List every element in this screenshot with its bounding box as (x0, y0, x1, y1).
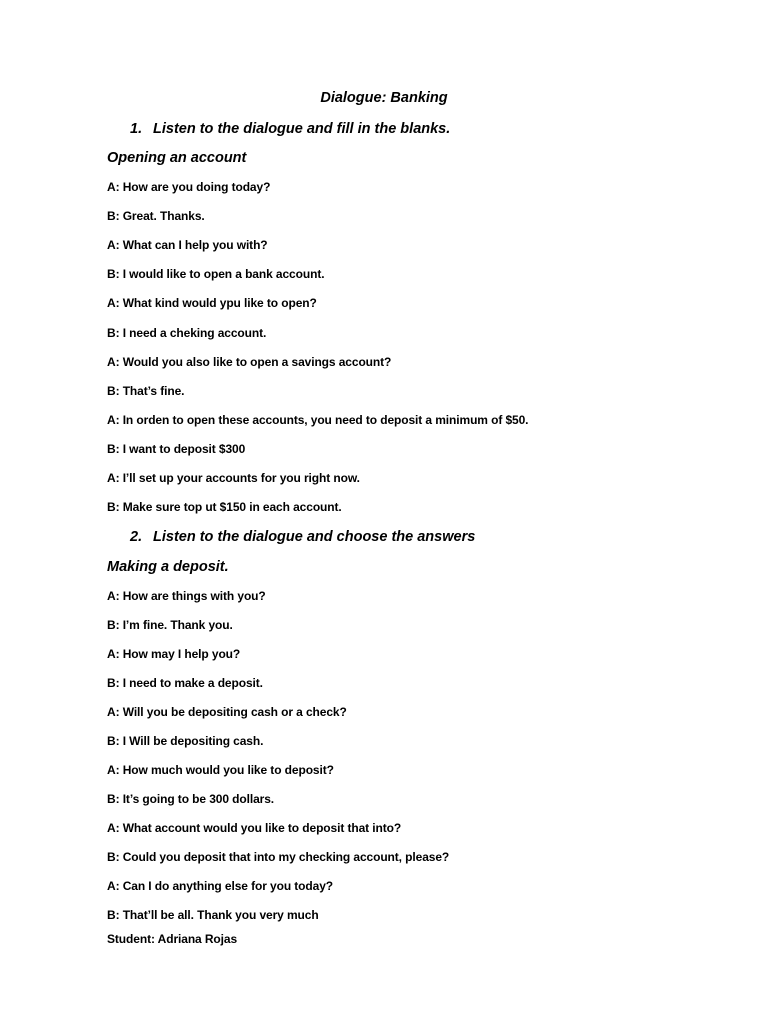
student-name: Student: Adriana Rojas (107, 932, 238, 946)
dialogue-line: B: I need to make a deposit. (107, 676, 263, 690)
dialogue-line: A: Would you also like to open a savings account? (107, 355, 392, 369)
dialogue-line: B: I’m fine. Thank you. (107, 618, 233, 632)
dialogue-line: A: Will you be depositing cash or a check? (107, 705, 347, 719)
dialogue-line: B: I Will be depositing cash. (107, 734, 264, 748)
dialogue-line: B: I want to deposit $300 (107, 442, 246, 456)
dialogue-line: B: That’s fine. (107, 384, 185, 398)
section2-number: 2. (130, 529, 143, 545)
dialogue-line: B: Could you deposit that into my checking account, please? (107, 850, 450, 864)
dialogue-line: B: That’ll be all. Thank you very much (107, 908, 319, 922)
section2-instruction (130, 529, 475, 545)
dialogue-line: A: What account would you like to deposit that into? (107, 821, 402, 835)
dialogue-line: A: How may I help you? (107, 647, 241, 661)
section1-instruction-text: Listen to the dialogue and fill in the blanks. (153, 121, 451, 137)
dialogue-line: B: I need a cheking account. (107, 326, 267, 340)
dialogue-line: A: Can I do anything else for you today? (107, 879, 334, 893)
dialogue-line: A: How are you doing today? (107, 180, 271, 194)
dialogue-line: B: Make sure top ut $150 in each account. (107, 500, 342, 514)
dialogue-line: A: What kind would ypu like to open? (107, 296, 317, 310)
dialogue-line: B: I would like to open a bank account. (107, 267, 325, 281)
section2-instruction-text: Listen to the dialogue and choose the answers (153, 529, 476, 545)
section1-instruction (130, 121, 450, 137)
dialogue-line: B: Great. Thanks. (107, 209, 205, 223)
dialogue-line: A: I’ll set up your accounts for you right now. (107, 471, 360, 485)
document-title (0, 90, 768, 106)
dialogue-line: A: How are things with you? (107, 589, 266, 603)
section1-heading: Opening an account (107, 150, 247, 166)
document-title-text: Dialogue: Banking (320, 90, 448, 106)
dialogue-line: A: How much would you like to deposit? (107, 763, 334, 777)
dialogue-line: A: In orden to open these accounts, you need to deposit a minimum of $50. (107, 413, 529, 427)
dialogue-line: A: What can I help you with? (107, 238, 268, 252)
section2-heading: Making a deposit. (107, 559, 229, 575)
dialogue-line: B: It’s going to be 300 dollars. (107, 792, 275, 806)
section1-number: 1. (130, 121, 143, 137)
